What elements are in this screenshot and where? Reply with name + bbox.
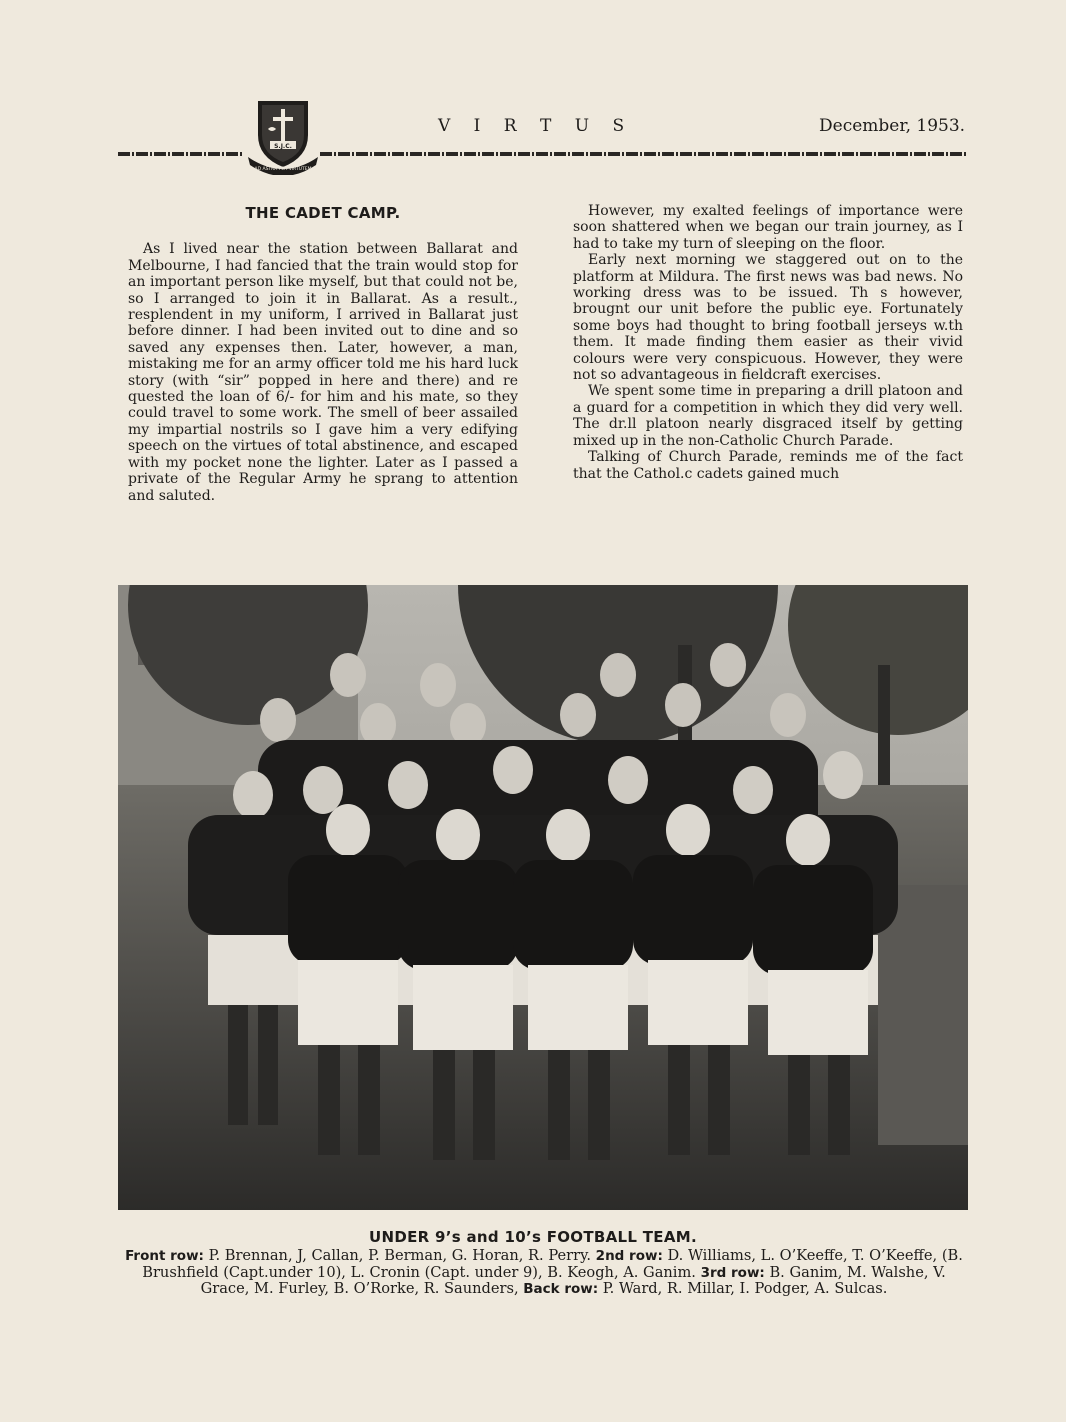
row-names: D. Williams, L. O’Keeffe, T. O’Keeffe, (B. Brushfield (Capt.under 10), L. Cronin (Capt. under 9), B. Keogh, A. Ganim. (142, 1247, 963, 1281)
header-rule-left (118, 152, 242, 156)
row-names: B. Ganim, M. Walshe, V. Grace, M. Furley, B. O’Rorke, R. Saunders, (200, 1263, 946, 1298)
row-label: Front row: (125, 1248, 204, 1264)
article-paragraph: Talking of Church Parade, reminds me of the fact that the Cathol.c cadets gained much (573, 449, 963, 482)
crest-motto: AD ASTRA PER VIRTUTEM (254, 167, 312, 172)
masthead-title: V I R T U S (438, 116, 634, 136)
photo-caption (118, 1248, 970, 1298)
row-label: Back row: (523, 1281, 599, 1298)
row-names: P. Ward, R. Millar, I. Podger, A. Sulcas. (602, 1280, 888, 1298)
article-title: THE CADET CAMP. (245, 204, 401, 222)
header-rule-right (320, 152, 968, 156)
article-paragraph: However, my exalted feelings of importance were soon shattered when we began our train journey, as I had to take my turn of sleeping on the floor. (573, 203, 963, 252)
school-crest-icon (246, 95, 320, 175)
article-left-column (128, 205, 518, 504)
row-label: 2nd row: (595, 1248, 663, 1264)
crest-text: S.J.C. (274, 143, 292, 150)
article-paragraph: As I lived near the station between Ballarat and Melbourne, I had fancied that the train would stop for an important person like myself, but that could not be, so I arranged to join it in Ballarat. As a result., resplendent in my uniform, I arrived in Ballarat just before dinner. I had been invited out to dine and so saved any expenses then. Later, however, a man, mistaking me for an army officer told me his hard luck story (with “sir” popped in here and there) and re quested the loan of 6/- for him and his mate, so they could travel to some work. The smell of beer assailed my impartial nostrils so I gave him a very edifying speech on the virtues of total abstinence, and escaped with my pocket none the lighter. Later as I passed a private of the Regular Army he sprang to attention and saluted. (128, 241, 518, 504)
article-right-column (573, 203, 963, 482)
team-photograph (118, 585, 968, 1210)
row-names: P. Brennan, J, Callan, P. Berman, G. Horan, R. Perry. (208, 1247, 592, 1264)
row-label: 3rd row: (700, 1264, 765, 1281)
article-paragraph: We spent some time in preparing a drill platoon and a guard for a competition in which they did very well. The dr.ll platoon nearly disgraced itself by getting mixed up in the non-Catholic Church Parade. (573, 383, 963, 449)
photo-caption-title: UNDER 9’s and 10’s FOOTBALL TEAM. (369, 1228, 697, 1246)
article-paragraph: Early next morning we staggered out on to the platform at Mildura. The first news was bad news. No working dress was to be issued. Th s however, brougnt our unit before the public eye. Fortunately some boys had thought to bring football jerseys w.th them. It made finding them easier as their vivid colours were very conspicuous. However, they were not so advantageous in fieldcraft exercises. (573, 252, 963, 384)
issue-date: December, 1953. (819, 116, 966, 136)
